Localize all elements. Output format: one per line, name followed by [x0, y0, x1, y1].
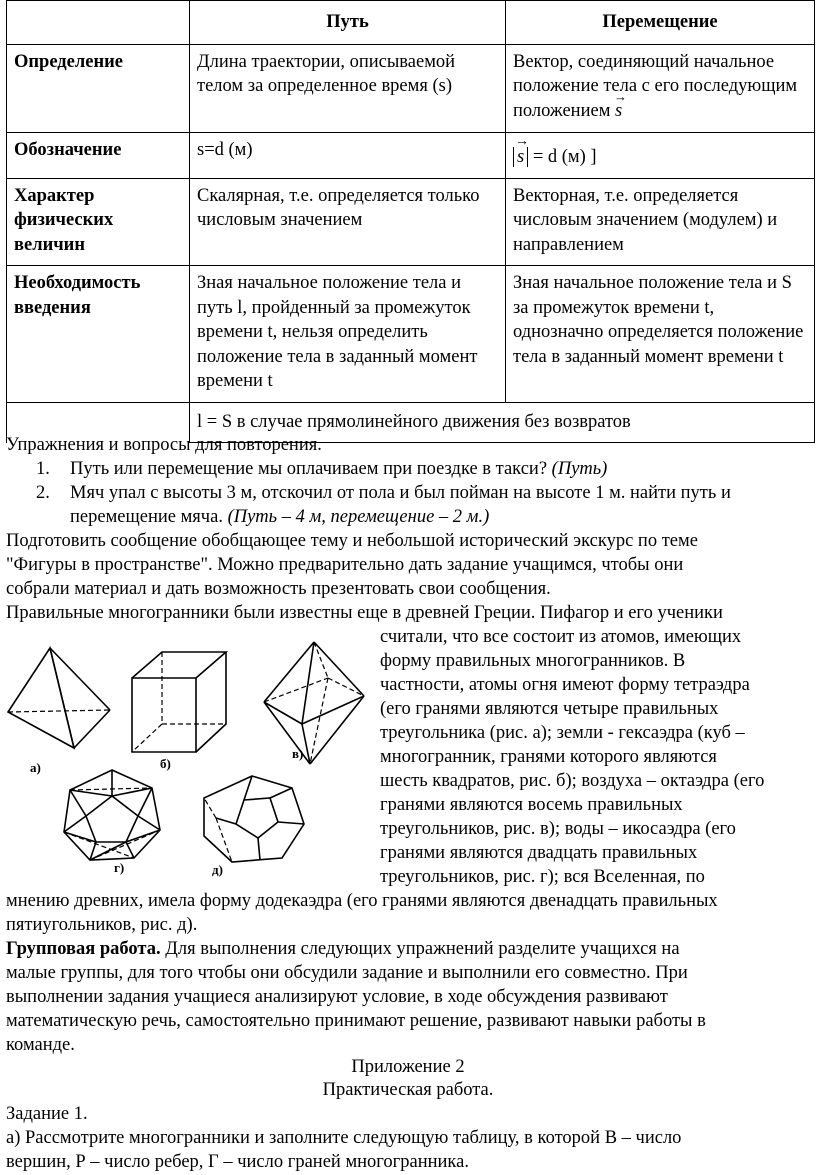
paragraph-line: вершин, Р – число ребер, Г – число граней многогранника. — [6, 1152, 469, 1172]
dodeca-edge — [258, 838, 260, 860]
cell-path: Длина траектории, описываемой телом за определенное время (s) — [190, 44, 506, 132]
paragraph-line: "Фигуры в пространстве". Можно предварительно дать задание учащимся, чтобы они — [6, 555, 684, 575]
exercise-answer: (Путь) — [551, 459, 608, 479]
icosa-edge — [70, 790, 86, 816]
cell-move-text: = d (м) ] — [532, 146, 597, 167]
octa-edge — [264, 702, 302, 724]
cell-move: Зная начальное положение тела и S за промежуток времени t, однозначно определяется положение тела в заданный момент времени t — [506, 266, 815, 403]
table-footer-cell: l = S в случае прямолинейного движения без возвратов — [190, 402, 815, 443]
paragraph-line: выполнении задания учащиеся анализируют условие, в ходе обсуждения развивают — [6, 987, 668, 1007]
cube-top-face — [132, 652, 226, 678]
row-head: Обозначение — [7, 132, 190, 178]
table-row — [7, 266, 815, 403]
side-text-line: многогранник, гранями которого являются — [380, 747, 717, 767]
dodeca-edge — [270, 788, 292, 798]
side-text-line: (его гранями являются четыре правильных — [380, 699, 719, 719]
dodeca-edge — [278, 822, 304, 824]
cube-side-face — [196, 652, 226, 752]
tetra-hidden-edge — [8, 710, 110, 712]
figure-label-b: б) — [160, 756, 171, 771]
paragraph-line: мнению древних, имела форму додекаэдра (его гранями являются двенадцать правильных — [6, 891, 718, 911]
table-row — [7, 44, 815, 132]
comparison-table — [6, 0, 815, 443]
dodeca-edge — [216, 818, 236, 824]
side-text-line: шесть квадратов, рис. б); воздуха – октаэдра (его — [380, 771, 765, 791]
cell-move — [506, 44, 815, 132]
exercise-answer: (Путь – 4 м, перемещение – 2 м.) — [227, 507, 490, 527]
octa-hidden-edge — [310, 678, 328, 764]
paragraph-line: математическую речь, самостоятельно принимают решение, развивают навыки работы в — [6, 1011, 706, 1031]
octa-edge — [310, 696, 364, 764]
appendix-subtitle: Практическая работа. — [322, 1080, 494, 1100]
dodecahedron-figure — [196, 772, 308, 868]
cell-path: Скалярная, т.е. определяется только числовым значением — [190, 178, 506, 266]
octa-edge — [302, 696, 364, 724]
row-head: Необходимость введения — [7, 266, 190, 403]
paragraph-line: собрали материал и дать возможность презентовать свои сообщения. — [6, 579, 551, 599]
cell-move: Векторная, т.е. определяется числовым значением (модулем) и направлением — [506, 178, 815, 266]
icosahedron-figure — [60, 766, 164, 866]
cell-path: s=d (м) — [190, 132, 506, 178]
paragraph-line: Правильные многогранники были известны еще в древней Греции. Пифагор и его ученики — [6, 603, 723, 623]
vector-s-symbol: → s — [615, 99, 622, 124]
side-text-line: треугольников, рис. г); вся Вселенная, по — [380, 867, 705, 887]
icosa-edge — [138, 788, 152, 816]
appendix-title: Приложение 2 — [351, 1057, 465, 1077]
figure-label-a: а) — [30, 760, 41, 775]
table-corner-cell — [7, 1, 190, 45]
side-text-line: гранями являются восемь правильных — [380, 795, 683, 815]
octahedron-figure — [258, 638, 370, 768]
side-text-line: треугольников, рис. в); воды – икосаэдра (его — [380, 819, 736, 839]
group-work-text: Для выполнения следующих упражнений разделите учащихся на — [160, 939, 680, 959]
exercise-question: Путь или перемещение мы оплачиваем при поездке в такси? — [70, 459, 548, 479]
paragraph-line: Подготовить сообщение обобщающее тему и небольшой исторический экскурс по теме — [6, 531, 698, 551]
cell-path: Зная начальное положение тела и путь l, пройденный за промежуток времени t, нельзя определить положение тела в заданный момент времени t — [190, 266, 506, 403]
list-text — [70, 505, 489, 530]
group-work-heading: Групповая работа. — [6, 939, 161, 959]
side-text-line: считали, что все состоит из атомов, имеющих — [380, 627, 742, 647]
icosa-hidden-edge — [90, 830, 160, 860]
paragraph-line: а) Рассмотрите многогранники и заполните следующую таблицу, в которой В – число — [6, 1128, 682, 1148]
exercises-title: Упражнения и вопросы для повторения. — [6, 435, 322, 455]
paragraph-line: команде. — [6, 1035, 75, 1055]
cube-front-face — [132, 678, 196, 752]
octa-hidden-edge — [314, 642, 328, 678]
cell-move-text: Вектор, соединяющий начальное положение тела с его последующим положением — [513, 51, 798, 121]
figure-label-c: в) — [292, 746, 304, 761]
table-header-row — [7, 1, 815, 45]
cube-hidden-edge — [132, 724, 162, 752]
list-number: 2. — [36, 483, 50, 503]
paragraph-line: малые группы, для того чтобы они обсудили задание и выполнили его совместно. При — [6, 963, 688, 983]
icosa-edge — [70, 790, 112, 796]
vector-modulus-symbol — [513, 147, 528, 167]
cell-move — [506, 132, 815, 178]
cube-figure — [126, 648, 230, 756]
tetrahedron-figure — [4, 642, 116, 754]
dodeca-front-face — [236, 798, 278, 838]
side-text-line: частности, атомы огня имеют форму тетраэдра — [380, 675, 750, 695]
tetra-edge — [74, 710, 110, 748]
exercise-question-cont: перемещение мяча. — [70, 507, 223, 527]
octa-hidden-edge — [328, 678, 364, 696]
list-text — [70, 457, 607, 482]
row-head: Определение — [7, 44, 190, 132]
vector-s-letter: s — [517, 146, 525, 167]
list-number: 1. — [36, 459, 50, 479]
row-head: Характер физических величин — [7, 178, 190, 266]
icosa-edge — [138, 816, 160, 830]
tetra-edge — [50, 648, 74, 748]
col-header-move: Перемещение — [506, 1, 815, 45]
exercise-question: Мяч упал с высоты 3 м, отскочил от пола и был пойман на высоте 1 м. найти путь и — [70, 483, 731, 503]
icosa-inner — [86, 796, 138, 842]
tetra-edge — [50, 648, 110, 710]
side-text-line: треугольника (рис. а); земли - гексаэдра (куб – — [380, 723, 745, 743]
figure-label-e: д) — [212, 862, 223, 877]
col-header-path: Путь — [190, 1, 506, 45]
icosa-edge — [64, 816, 86, 832]
octa-edge — [314, 642, 364, 696]
side-text-line: гранями являются двадцать правильных — [380, 843, 698, 863]
side-text-line: форму правильных многогранников. В — [380, 651, 686, 671]
paragraph-line: пятиугольников, рис. д). — [6, 915, 198, 935]
table-row — [7, 178, 815, 266]
table-row — [7, 132, 815, 178]
figure-label-d: г) — [114, 860, 125, 875]
dodeca-hidden-edge — [204, 798, 216, 818]
group-work-first-line — [6, 937, 680, 962]
task-title: Задание 1. — [6, 1104, 88, 1124]
